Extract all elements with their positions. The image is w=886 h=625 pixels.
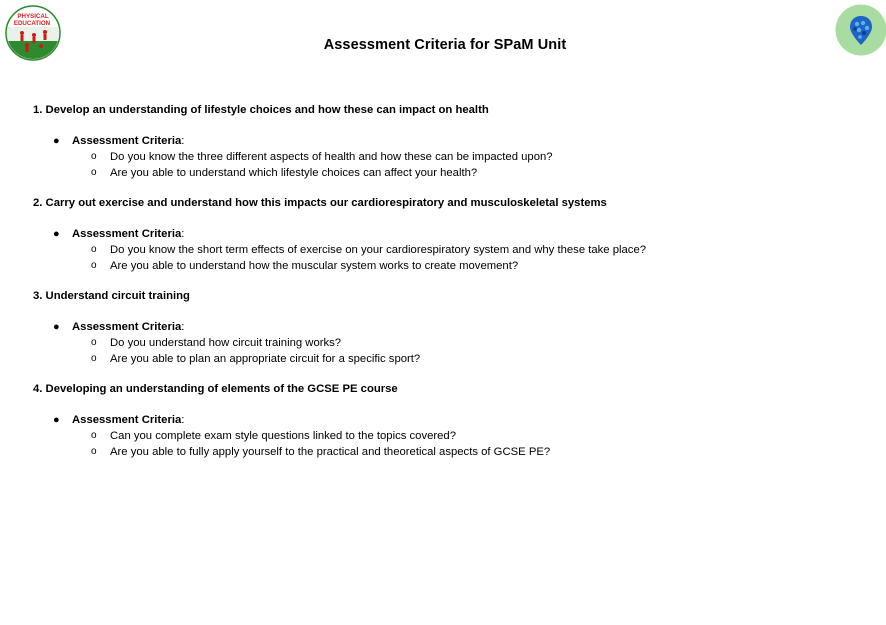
pe-logo-text-line2: EDUCATION (13, 20, 51, 27)
criteria-label: Assessment Criteria (72, 135, 182, 147)
circle-bullet-icon: o (91, 260, 97, 271)
circle-bullet-icon: o (91, 151, 97, 162)
pe-logo-text-line1: PHYSICAL (17, 13, 49, 20)
circle-bullet-icon: o (91, 337, 97, 348)
bullet-icon: ● (53, 321, 60, 333)
section-4 (33, 382, 873, 460)
section-3 (33, 289, 873, 367)
bullet-icon: ● (53, 228, 60, 240)
list-item: o Are you able to understand how the muscular system works to create movement? (91, 260, 519, 272)
section-heading: 3. Understand circuit training (33, 290, 190, 302)
criteria-label: Assessment Criteria (72, 228, 182, 240)
list-item: o Are you able to plan an appropriate circuit for a specific sport? (91, 353, 421, 365)
criteria-list (33, 103, 873, 460)
section-heading: 4. Developing an understanding of elements of the GCSE PE course (33, 383, 398, 395)
criteria-label-row: ● Assessment Criteria: (53, 321, 185, 333)
criteria-label: Assessment Criteria (72, 414, 182, 426)
criteria-label-row: ● Assessment Criteria: (53, 414, 185, 426)
list-item: o Do you understand how circuit training works? (91, 337, 342, 349)
bullet-icon: ● (53, 414, 60, 426)
circle-bullet-icon: o (91, 244, 97, 255)
circle-bullet-icon: o (91, 430, 97, 441)
section-heading: 2. Carry out exercise and understand how this impacts our cardiorespiratory and musculoskeletal systems (33, 197, 607, 209)
circle-bullet-icon: o (91, 353, 97, 364)
circle-bullet-icon: o (91, 446, 97, 457)
page-title: Assessment Criteria for SPaM Unit (323, 37, 567, 53)
criteria-label-row: ● Assessment Criteria: (53, 228, 185, 240)
criteria-label-row: ● Assessment Criteria: (53, 135, 185, 147)
list-item: o Are you able to understand which lifestyle choices can affect your health? (91, 167, 478, 179)
bullet-icon: ● (53, 135, 60, 147)
list-item: o Can you complete exam style questions linked to the topics covered? (91, 430, 457, 442)
section-1 (33, 103, 873, 181)
criteria-label: Assessment Criteria (72, 321, 182, 333)
circle-bullet-icon: o (91, 167, 97, 178)
section-2 (33, 196, 873, 274)
section-heading: 1. Develop an understanding of lifestyle choices and how these can impact on health (33, 104, 489, 116)
list-item: o Do you know the three different aspects of health and how these can be impacted upon? (91, 151, 553, 163)
list-item: o Are you able to fully apply yourself to the practical and theoretical aspects of GCSE PE? (91, 446, 551, 458)
list-item: o Do you know the short term effects of exercise on your cardiorespiratory system and why these take place? (91, 244, 647, 256)
